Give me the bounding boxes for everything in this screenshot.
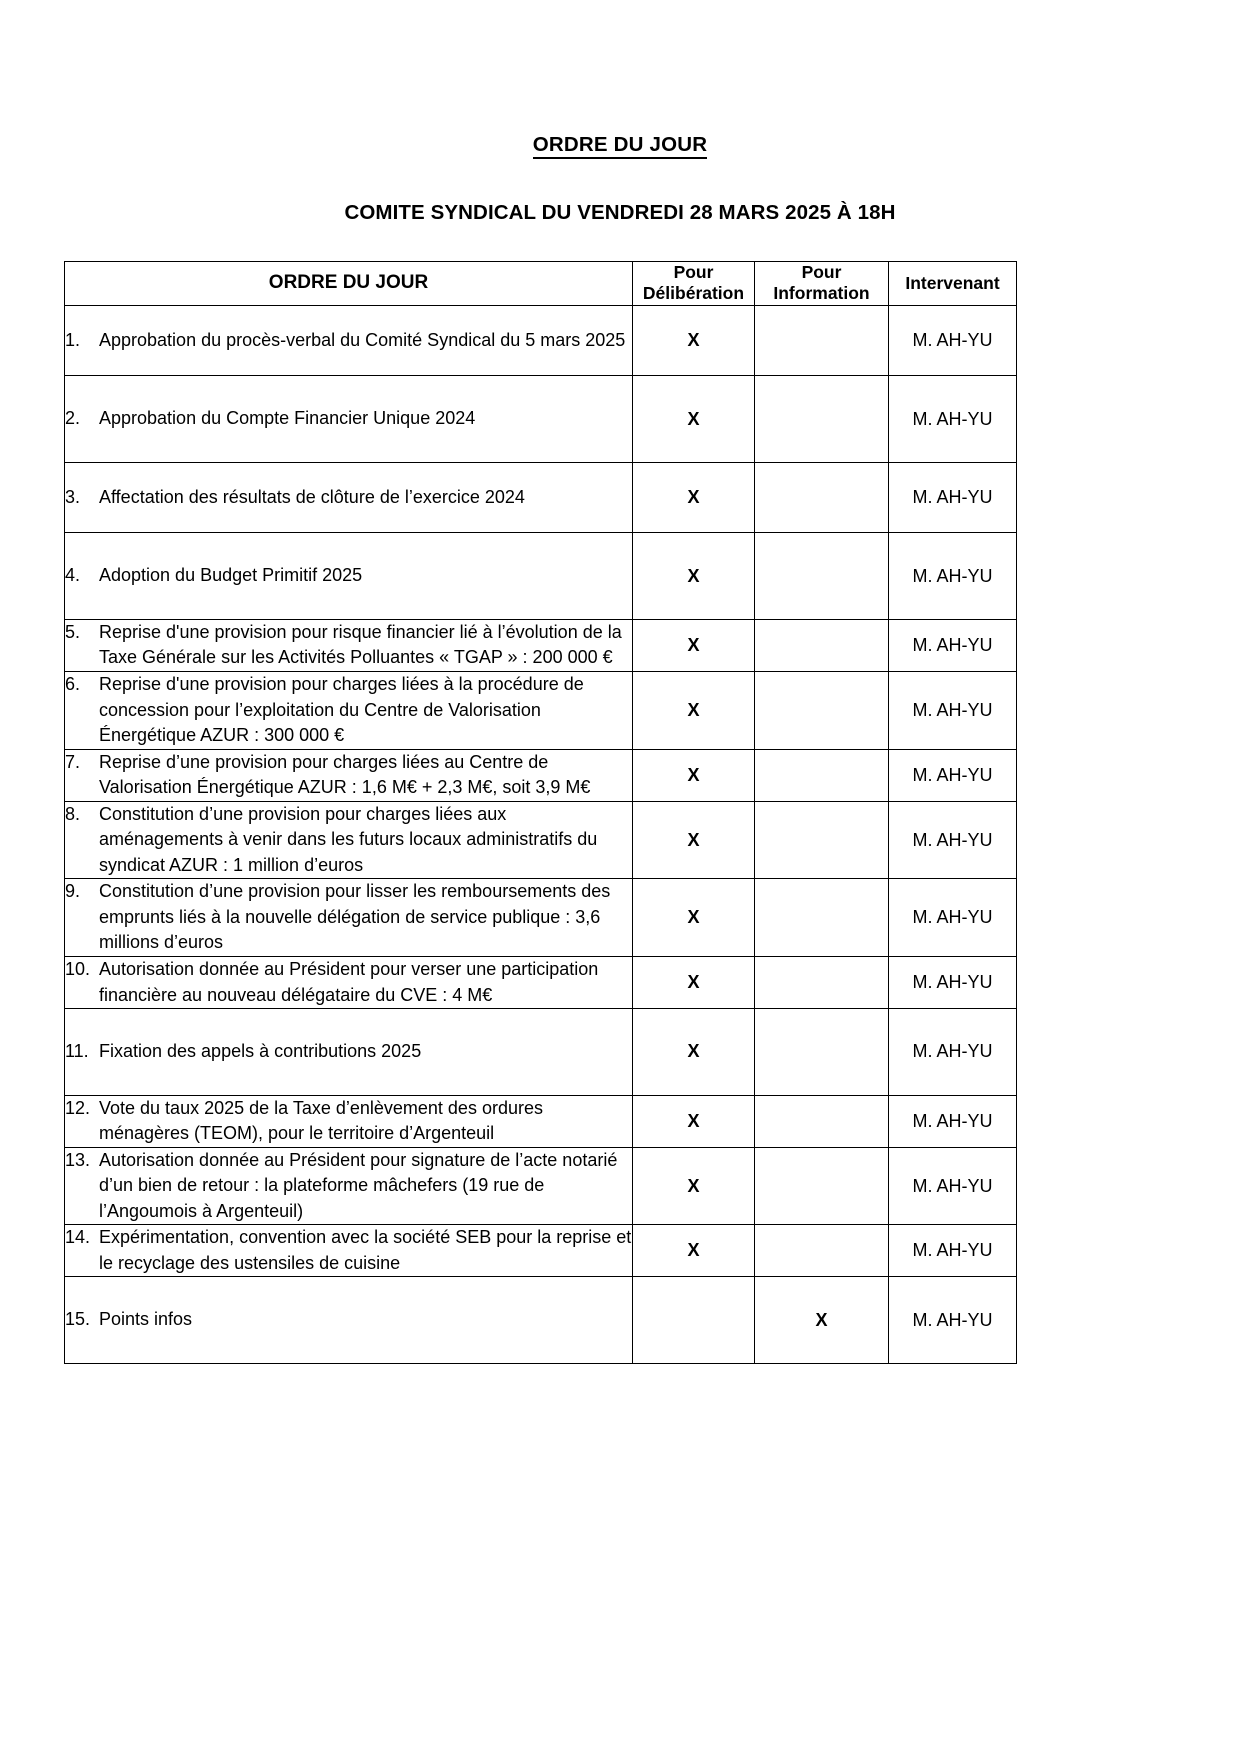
agenda-item-text: Constitution d’une provision pour charges liées aux aménagements à venir dans les futurs locaux administratifs du syndicat AZUR : 1 million d’euros: [99, 803, 598, 875]
table-row: [65, 956, 1017, 1008]
agenda-item-number: 3.: [65, 486, 81, 507]
information-mark-cell: [755, 462, 889, 533]
table-row: [65, 619, 1017, 671]
agenda-item-number: 11.: [65, 1041, 89, 1062]
intervenant-cell: M. AH-YU: [889, 1147, 1017, 1225]
agenda-item-number: 13.: [65, 1149, 91, 1170]
agenda-item-cell: [65, 956, 633, 1008]
intervenant-cell: M. AH-YU: [889, 956, 1017, 1008]
information-mark-cell: [755, 956, 889, 1008]
deliberation-mark-cell: X: [633, 879, 755, 957]
deliberation-mark-cell: X: [633, 1147, 755, 1225]
intervenant-cell: M. AH-YU: [889, 305, 1017, 376]
agenda-item-text: Autorisation donnée au Président pour verser une participation financière au nouveau délégataire du CVE : 4 M€: [99, 958, 599, 1005]
agenda-item-number: 1.: [65, 329, 81, 350]
agenda-item-number: 9.: [65, 881, 81, 902]
information-mark-cell: [755, 879, 889, 957]
agenda-item-cell: [65, 801, 633, 879]
agenda-table: [64, 261, 1017, 1364]
table-row: [65, 1095, 1017, 1147]
page-title: [0, 0, 1240, 157]
intervenant-cell: M. AH-YU: [889, 1277, 1017, 1364]
information-mark-cell: [755, 619, 889, 671]
table-row: [65, 1277, 1017, 1364]
deliberation-mark-cell: X: [633, 305, 755, 376]
deliberation-mark-cell: X: [633, 801, 755, 879]
table-row: [65, 533, 1017, 620]
table-row: [65, 1147, 1017, 1225]
intervenant-cell: M. AH-YU: [889, 671, 1017, 749]
column-header-deliberation-line2: Délibération: [642, 283, 745, 304]
table-row: [65, 1009, 1017, 1096]
agenda-item-text: Reprise d'une provision pour risque financier lié à l’évolution de la Taxe Générale sur les Activités Polluantes « TGAP » : 200 000 €: [99, 621, 622, 668]
agenda-item-number: 2.: [65, 408, 81, 429]
agenda-item-cell: [65, 305, 633, 376]
column-header-deliberation: [633, 262, 755, 306]
deliberation-mark-cell: X: [633, 749, 755, 801]
deliberation-mark-cell: X: [633, 1009, 755, 1096]
deliberation-mark-cell: X: [633, 376, 755, 463]
agenda-item-text: Vote du taux 2025 de la Taxe d’enlèvement des ordures ménagères (TEOM), pour le territoire d’Argenteuil: [99, 1097, 543, 1144]
intervenant-cell: M. AH-YU: [889, 462, 1017, 533]
agenda-item-cell: [65, 749, 633, 801]
agenda-item-cell: [65, 1009, 633, 1096]
table-header-row: [65, 262, 1017, 306]
agenda-item-text: Reprise d’une provision pour charges liées au Centre de Valorisation Énergétique AZUR : 1,6 M€ + 2,3 M€, soit 3,9 M€: [99, 751, 591, 798]
intervenant-cell: M. AH-YU: [889, 376, 1017, 463]
table-row: [65, 376, 1017, 463]
agenda-item-cell: [65, 1095, 633, 1147]
information-mark-cell: [755, 1009, 889, 1096]
information-mark-cell: [755, 801, 889, 879]
agenda-table-container: [0, 261, 1240, 1364]
agenda-item-cell: [65, 462, 633, 533]
table-row: [65, 671, 1017, 749]
table-row: [65, 749, 1017, 801]
information-mark-cell: [755, 1225, 889, 1277]
deliberation-mark-cell: X: [633, 619, 755, 671]
deliberation-mark-cell: X: [633, 533, 755, 620]
agenda-table-body: [65, 305, 1017, 1363]
information-mark-cell: [755, 376, 889, 463]
page-subtitle: COMITE SYNDICAL DU VENDREDI 28 MARS 2025 À 18H: [344, 201, 896, 224]
agenda-item-text: Reprise d'une provision pour charges liées à la procédure de concession pour l’exploitation du Centre de Valorisation Énergétique AZUR : 300 000 €: [99, 673, 584, 746]
agenda-item-number: 4.: [65, 565, 81, 586]
page-title-text: ORDRE DU JOUR: [533, 133, 708, 159]
agenda-item-text: Points infos: [99, 1309, 193, 1330]
column-header-deliberation-line1: Pour: [673, 262, 714, 282]
agenda-item-text: Approbation du Compte Financier Unique 2024: [99, 408, 476, 429]
column-header-intervenant: Intervenant: [889, 262, 1017, 306]
column-header-information: [755, 262, 889, 306]
information-mark-cell: [755, 671, 889, 749]
information-mark-cell: [755, 533, 889, 620]
deliberation-mark-cell: X: [633, 956, 755, 1008]
agenda-item-text: Fixation des appels à contributions 2025: [99, 1041, 422, 1062]
intervenant-cell: M. AH-YU: [889, 1095, 1017, 1147]
agenda-item-text: Adoption du Budget Primitif 2025: [99, 565, 363, 586]
information-mark-cell: [755, 749, 889, 801]
agenda-item-cell: [65, 1225, 633, 1277]
agenda-item-cell: [65, 1147, 633, 1225]
information-mark-cell: [755, 305, 889, 376]
agenda-item-text: Affectation des résultats de clôture de l’exercice 2024: [99, 486, 525, 507]
table-row: [65, 879, 1017, 957]
table-row: [65, 305, 1017, 376]
agenda-item-cell: [65, 879, 633, 957]
deliberation-mark-cell: X: [633, 1095, 755, 1147]
agenda-item-text: Autorisation donnée au Président pour signature de l’acte notarié d’un bien de retour : la plateforme mâchefers (19 rue de l’Angoumois à Argenteuil): [99, 1149, 618, 1221]
deliberation-mark-cell: X: [633, 1225, 755, 1277]
agenda-item-number: 15.: [65, 1309, 91, 1330]
agenda-item-text: Approbation du procès-verbal du Comité Syndical du 5 mars 2025: [99, 329, 626, 350]
intervenant-cell: M. AH-YU: [889, 1009, 1017, 1096]
agenda-item-text: Expérimentation, convention avec la société SEB pour la reprise et le recyclage des ustensiles de cuisine: [99, 1227, 632, 1273]
information-mark-cell: [755, 1095, 889, 1147]
table-row: [65, 1225, 1017, 1277]
column-header-information-line1: Pour: [801, 262, 842, 282]
agenda-table-head: [65, 262, 1017, 306]
agenda-item-cell: [65, 671, 633, 749]
deliberation-mark-cell: X: [633, 462, 755, 533]
intervenant-cell: M. AH-YU: [889, 801, 1017, 879]
intervenant-cell: M. AH-YU: [889, 879, 1017, 957]
agenda-item-number: 8.: [65, 803, 81, 824]
agenda-item-cell: [65, 533, 633, 620]
agenda-item-text: Constitution d’une provision pour lisser les remboursements des emprunts liés à la nouvelle délégation de service publique : 3,6 millions d’euros: [99, 881, 611, 953]
table-row: [65, 462, 1017, 533]
agenda-item-cell: [65, 619, 633, 671]
agenda-item-number: 12.: [65, 1097, 91, 1118]
agenda-item-cell: [65, 1277, 633, 1364]
agenda-item-number: 14.: [65, 1227, 91, 1248]
intervenant-cell: M. AH-YU: [889, 533, 1017, 620]
column-header-information-line2: Information: [773, 283, 870, 304]
information-mark-cell: X: [755, 1277, 889, 1364]
column-header-item: ORDRE DU JOUR: [65, 262, 633, 306]
intervenant-cell: M. AH-YU: [889, 749, 1017, 801]
agenda-item-number: 6.: [65, 673, 81, 694]
deliberation-mark-cell: X: [633, 671, 755, 749]
agenda-item-number: 10.: [65, 958, 91, 979]
deliberation-mark-cell: [633, 1277, 755, 1364]
intervenant-cell: M. AH-YU: [889, 619, 1017, 671]
agenda-item-number: 7.: [65, 751, 81, 772]
table-row: [65, 801, 1017, 879]
agenda-item-cell: [65, 376, 633, 463]
agenda-item-number: 5.: [65, 621, 81, 642]
intervenant-cell: M. AH-YU: [889, 1225, 1017, 1277]
information-mark-cell: [755, 1147, 889, 1225]
